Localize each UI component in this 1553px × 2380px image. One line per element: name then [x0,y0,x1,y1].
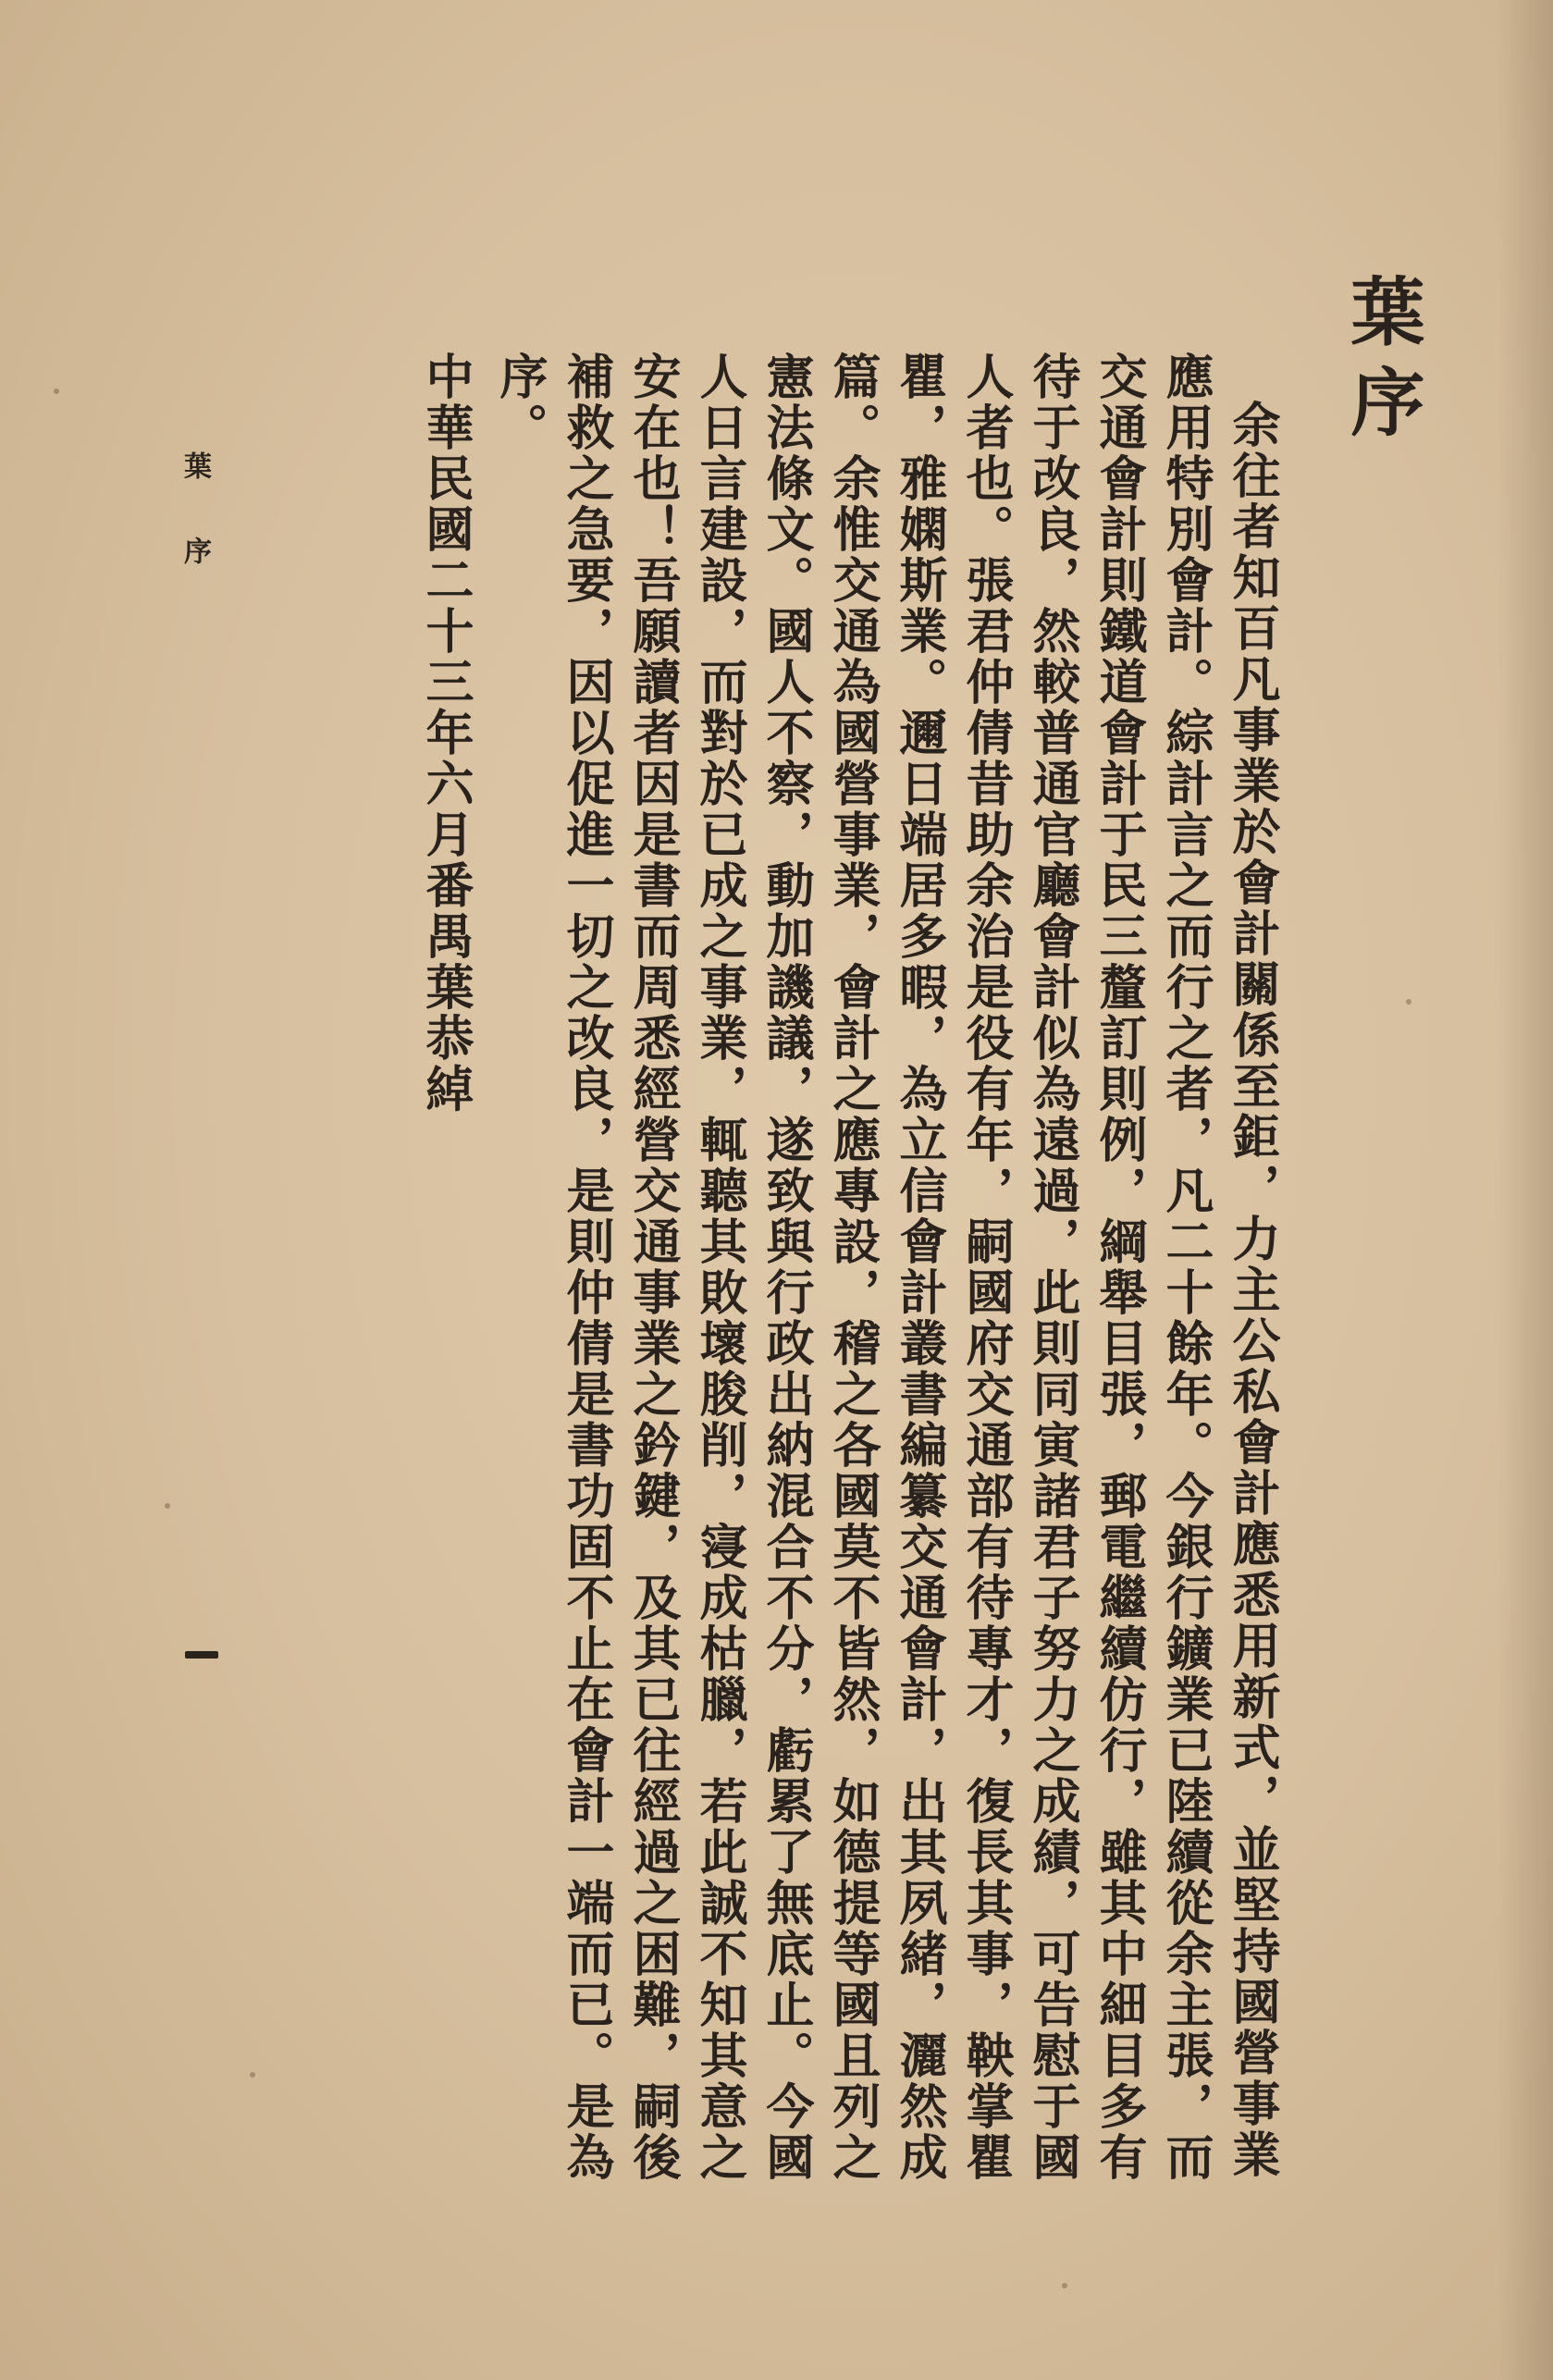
paper-speck [54,388,59,394]
spine-shadow [1498,0,1553,2380]
paper-speck [1062,2283,1067,2288]
paper-speck [1406,999,1411,1005]
preface-body [412,351,1285,2201]
running-head: 葉序 [179,451,211,622]
preface-paragraph: 余往者知百凡事業於會計關係至鉅，力主公私會計應悉用新式，並堅持國營事業應用特別會計。綜計言之而行之者，凡二十餘年。今銀行鑛業已陸續從余主張，而交通會計則鐵道會計于民三釐訂則例，綱舉目張，郵電繼續仿行，雖其中細目多有待于改良，然較普通官廳會計似為遠過，此則同寅諸君子努力之成績，可告慰于國人者也。張君仲倩昔助余治是役有年，嗣國府交通部有待專才，復長其事，鞅掌瞿瞿，雅嫻斯業。邇日端居多暇，為立信會計叢書編纂交通會計，出其夙緒，灑然成篇。余惟交通為國營事業，會計之應專設，稽之各國莫不皆然，如德提等國且列之憲法條文。國人不察，動加譏議，遂致與行政出納混合不分，虧累了無底止。今國人日言建設，而對於已成之事業，輒聽其敗壞朘削，寖成枯臘，若此誠不知其意之安在也！吾願讀者因是書而周悉經營交通事業之鈐鍵，及其已往經過之困難，嗣後補救之急要，因以促進一切之改良，是則仲倩是書功固不止在會計一端而已。是為序。 [491,351,1280,2183]
paper-speck [165,1503,170,1509]
preface-title: 葉序 [1338,273,1425,454]
paper-speck [250,2072,255,2078]
page-number [185,1651,218,1659]
preface-signature: 中華民國二十三年六月番禺葉恭綽 [417,351,474,1115]
